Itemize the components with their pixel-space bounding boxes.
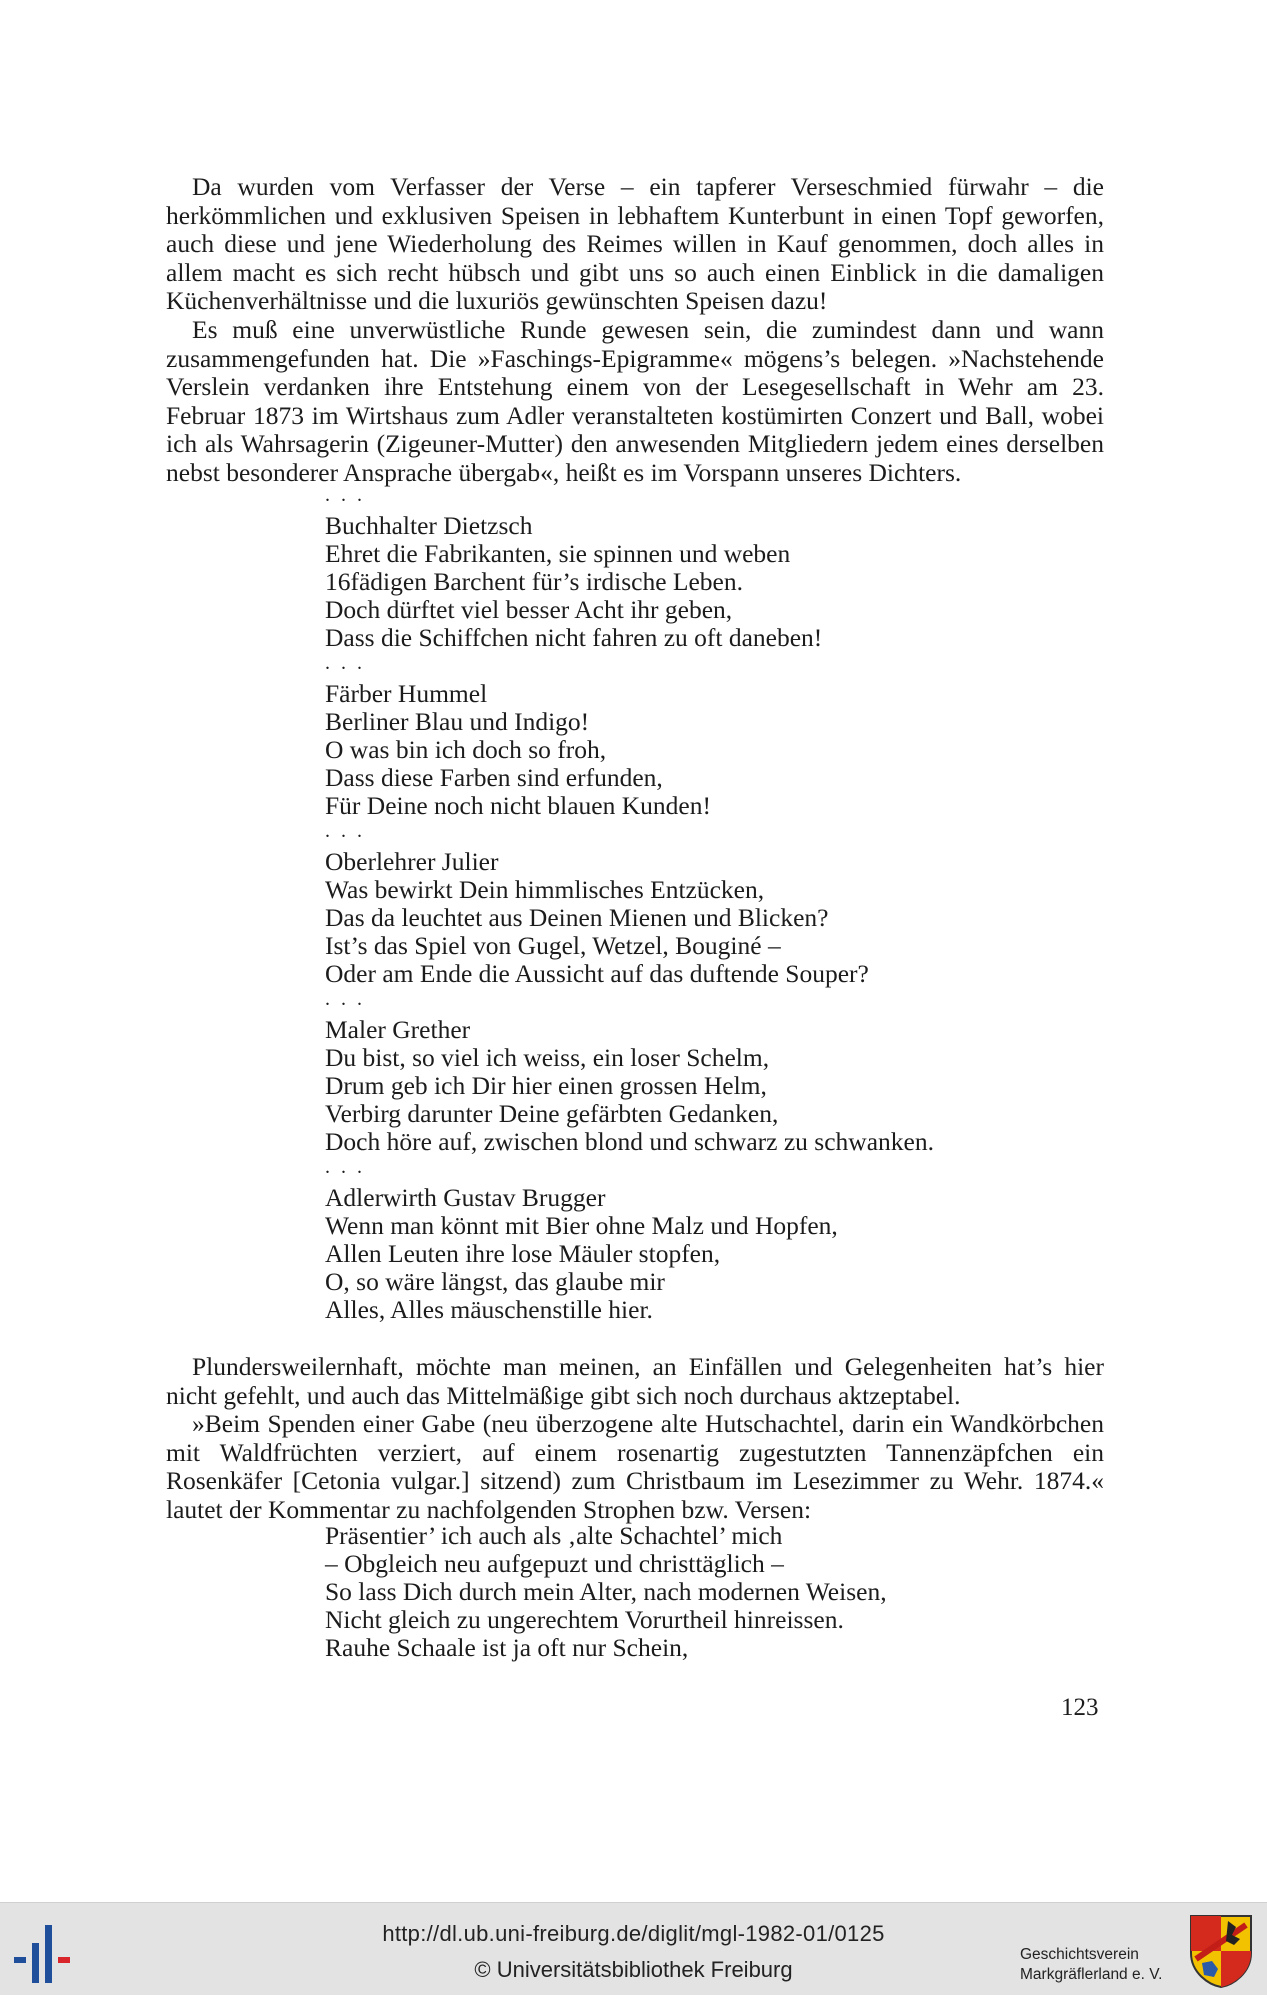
ellipsis: . . .: [325, 820, 365, 842]
verse-line: So lass Dich durch mein Alter, nach modernen Weisen,: [325, 1577, 887, 1606]
stanza-title: Oberlehrer Julier: [325, 847, 499, 876]
verse-line: Für Deine noch nicht blauen Kunden!: [325, 791, 711, 820]
verse-line: Ehret die Fabrikanten, sie spinnen und weben: [325, 539, 791, 568]
coat-of-arms-icon: [1188, 1913, 1254, 1989]
verse-line: Berliner Blau und Indigo!: [325, 707, 590, 736]
paragraph: Da wurden vom Verfasser der Verse – ein tapferer Verseschmied fürwahr – die herkömmlichen und exklusiven Speisen in lebhaftem Kunterbunt in einen Topf geworfen, auch diese und jene Wiederholung des Reimes willen in Kauf genommen, doch alles in allem macht es sich recht hübsch und gibt uns so auch einen Einblick in die damaligen Küchenverhältnisse und die luxuriös gewünschten Speisen dazu!: [166, 172, 1104, 316]
verse-line: Dass die Schiffchen nicht fahren zu oft daneben!: [325, 623, 823, 652]
verse-line: Rauhe Schaale ist ja oft nur Schein,: [325, 1633, 689, 1662]
verse-line: Verbirg darunter Deine gefärbten Gedanken,: [325, 1099, 779, 1128]
society-line: Geschichtsverein: [1020, 1946, 1139, 1963]
verse-line: Nicht gleich zu ungerechtem Vorurtheil hinreissen.: [325, 1605, 844, 1634]
christmas-verse: [325, 1522, 1085, 1662]
copyright-text: © Universitätsbibliothek Freiburg: [474, 1957, 793, 1982]
verse-line: 16fädigen Barchent für’s irdische Leben.: [325, 567, 743, 596]
intro-text: [166, 173, 1104, 488]
page-number: 123: [1061, 1694, 1099, 1721]
verse-line: Oder am Ende die Aussicht auf das duftende Souper?: [325, 959, 869, 988]
ellipsis: . . .: [325, 484, 365, 506]
verse-line: O was bin ich doch so froh,: [325, 735, 607, 764]
society-name: [1020, 1945, 1162, 1985]
stanza-title: Adlerwirth Gustav Brugger: [325, 1183, 606, 1212]
verse-line: Dass diese Farben sind erfunden,: [325, 763, 663, 792]
verse-line: Allen Leuten ihre lose Mäuler stopfen,: [325, 1239, 721, 1268]
verse-line: – Obgleich neu aufgepuzt und christtäglich –: [325, 1549, 784, 1578]
verse-line: Präsentier’ ich auch als ‚alte Schachtel’ mich: [325, 1521, 783, 1550]
document-url-link[interactable]: http://dl.ub.uni-freiburg.de/diglit/mgl-1982-01/0125: [382, 1921, 885, 1946]
epigram-verses: [325, 484, 1085, 1324]
society-line: Markgräflerland e. V.: [1020, 1966, 1163, 1983]
verse-line: Du bist, so viel ich weiss, ein loser Schelm,: [325, 1043, 770, 1072]
ellipsis: . . .: [325, 1156, 365, 1178]
verse-line: Das da leuchtet aus Deinen Mienen und Blicken?: [325, 903, 829, 932]
paragraph: Es muß eine unverwüstliche Runde gewesen sein, die zumindest dann und wann zusammengefunden hat. Die »Faschings-Epigramme« mögens’s belegen. »Nachstehende Verslein verdanken ihre Entstehung einem von der Lesegesellschaft in Wehr am 23. Februar 1873 im Wirtshaus zum Adler veranstalteten kostümirten Conzert und Ball, wobei ich als Wahrsagerin (Zigeuner-Mutter) den anwesenden Mitgliedern jedem eines derselben nebst besonderer Ansprache übergab«, heißt es im Vorspann unseres Dichters.: [166, 314, 1104, 487]
stanza-title: Maler Grether: [325, 1015, 471, 1044]
stanza-title: Buchhalter Dietzsch: [325, 511, 533, 540]
verse-line: Alles, Alles mäuschenstille hier.: [325, 1295, 653, 1324]
verse-line: Doch dürftet viel besser Acht ihr geben,: [325, 595, 733, 624]
verse-line: O, so wäre längst, das glaube mir: [325, 1267, 665, 1296]
ellipsis: . . .: [325, 988, 365, 1010]
verse-line: Doch höre auf, zwischen blond und schwarz zu schwanken.: [325, 1127, 934, 1156]
verse-line: Drum geb ich Dir hier einen grossen Helm,: [325, 1071, 767, 1100]
ellipsis: . . .: [325, 652, 365, 674]
stanza-title: Färber Hummel: [325, 679, 488, 708]
verse-line: Ist’s das Spiel von Gugel, Wetzel, Bouginé –: [325, 931, 781, 960]
footer-bar: [0, 1902, 1267, 1995]
closing-text: [166, 1353, 1104, 1525]
verse-line: Wenn man könnt mit Bier ohne Malz und Hopfen,: [325, 1211, 838, 1240]
paragraph: Plundersweilernhaft, möchte man meinen, an Einfällen und Gelegenheiten hat’s hier nicht gefehlt, und auch das Mittelmäßige gibt sich noch durchaus aktzeptabel.: [166, 1352, 1104, 1410]
paragraph: »Beim Spenden einer Gabe (neu überzogene alte Hutschachtel, darin ein Wandkörbchen mit Waldfrüchten verziert, auf einem rosenartig zugestutzten Tannenzäpfchen ein Rosenkäfer [Cetonia vulgar.] sitzend) zum Christbaum im Lesezimmer zu Wehr. 1874.« lautet der Kommentar zu nachfolgenden Strophen bzw. Versen:: [166, 1409, 1104, 1524]
verse-line: Was bewirkt Dein himmlisches Entzücken,: [325, 875, 765, 904]
